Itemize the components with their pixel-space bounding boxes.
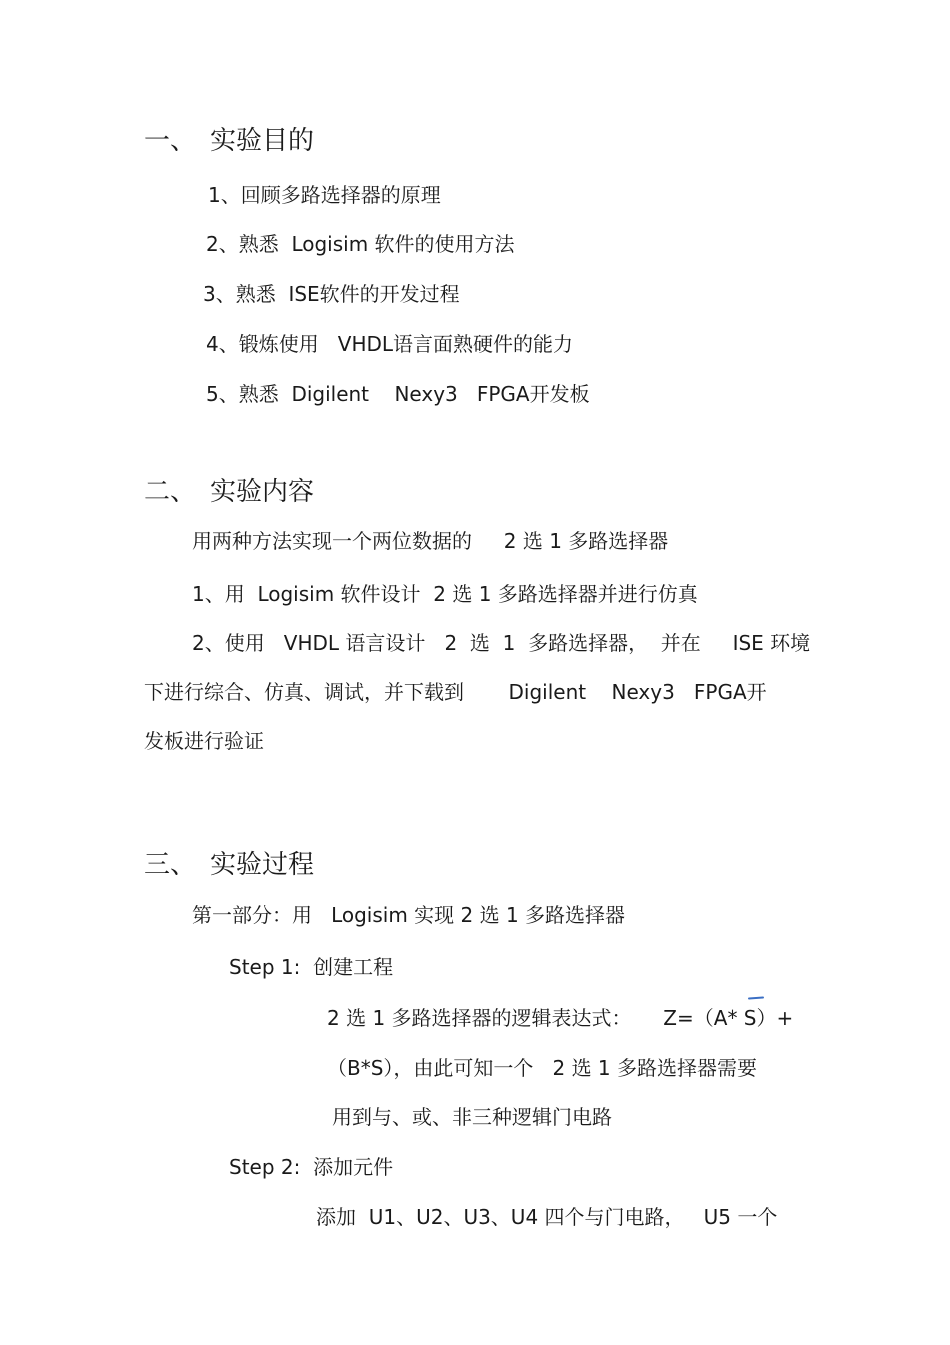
section-number: 三、 — [144, 850, 197, 880]
list-item: 4、锻炼使用 VHDL语言面熟硬件的能力 — [206, 332, 574, 356]
section-heading-1 — [144, 125, 314, 157]
overbar-mark — [748, 996, 764, 999]
list-item: 2、熟悉 Logisim 软件的使用方法 — [206, 232, 515, 256]
paragraph-line: 2、使用 VHDL 语言设计 2 选 1 多路选择器， 并在 ISE 环境 — [192, 631, 811, 655]
paragraph-line: 下进行综合、仿真、调试，并下载到 Digilent Nexy3 FPGA开 — [144, 680, 767, 704]
paragraph-line: 2 选 1 多路选择器的逻辑表达式： Z=（A* S）+ — [327, 1006, 794, 1030]
section-title: 实验内容 — [210, 477, 315, 507]
list-item: 3、熟悉 ISE软件的开发过程 — [203, 282, 460, 306]
section-heading-2 — [144, 476, 314, 508]
section-number: 二、 — [144, 477, 197, 507]
step-heading: Step 2: 添加元件 — [229, 1155, 394, 1179]
paragraph-line: 发板进行验证 — [144, 729, 264, 753]
section-heading-3 — [144, 849, 314, 881]
paragraph-line: 第一部分：用 Logisim 实现 2 选 1 多路选择器 — [192, 903, 626, 927]
paragraph-line: 1、用 Logisim 软件设计 2 选 1 多路选择器并进行仿真 — [192, 582, 698, 606]
step-heading: Step 1: 创建工程 — [229, 955, 394, 979]
paragraph-line: 用到与、或、非三种逻辑门电路 — [332, 1105, 612, 1129]
section-title: 实验目的 — [210, 126, 315, 156]
paragraph-line: 添加 U1、U2、U3、U4 四个与门电路， U5 一个 — [316, 1205, 778, 1229]
section-title: 实验过程 — [210, 850, 315, 880]
list-item: 1、回顾多路选择器的原理 — [208, 183, 441, 207]
section-number: 一、 — [144, 126, 197, 156]
list-item: 5、熟悉 Digilent Nexy3 FPGA开发板 — [206, 382, 590, 406]
paragraph-line: （B*S），由此可知一个 2 选 1 多路选择器需要 — [327, 1056, 758, 1080]
paragraph-line: 用两种方法实现一个两位数据的 2 选 1 多路选择器 — [192, 529, 669, 553]
